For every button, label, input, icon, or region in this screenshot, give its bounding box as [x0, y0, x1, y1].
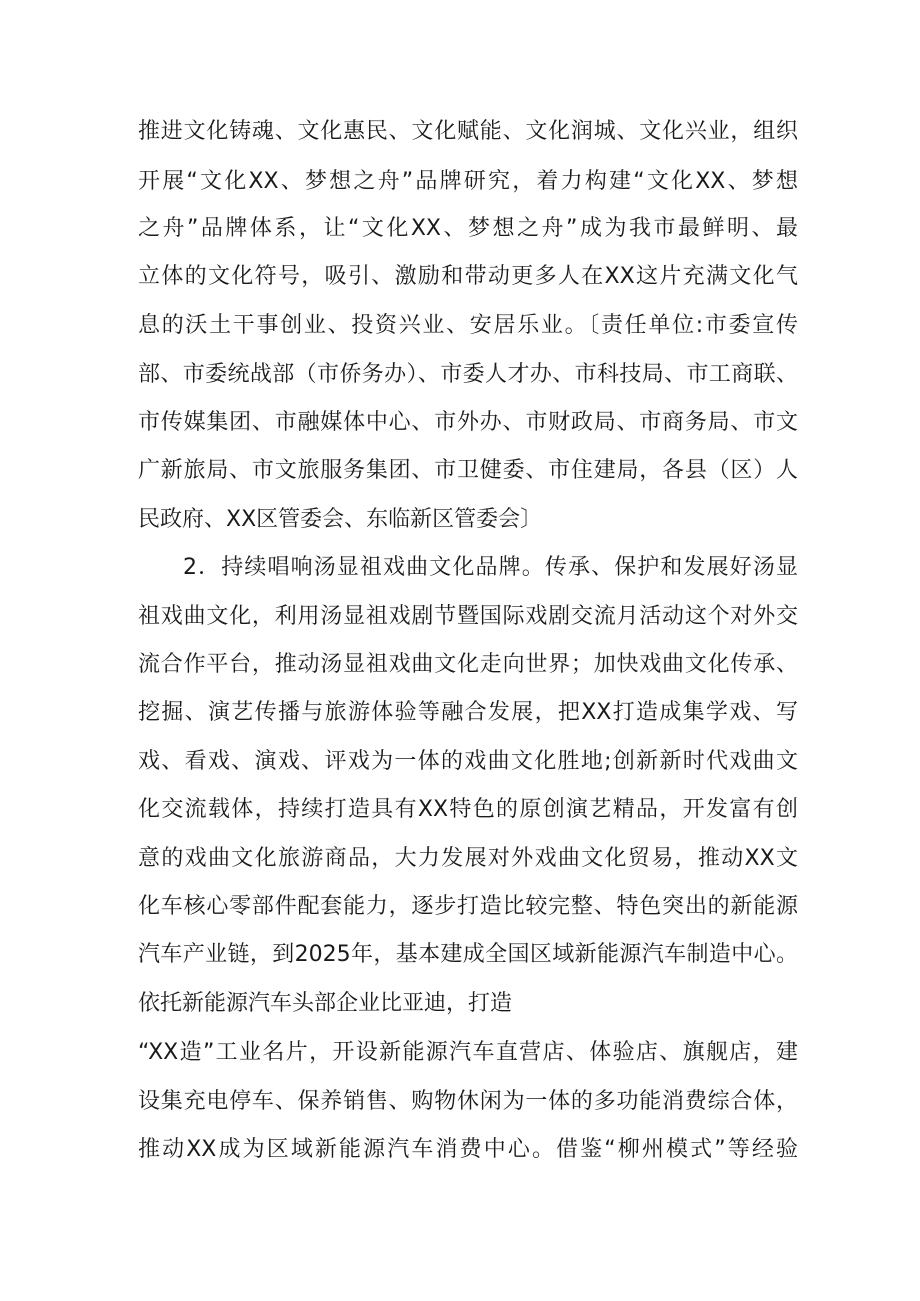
text-line: 挖掘、演艺传播与旅游体验等融合发展，把XX打造成集学戏、写 — [138, 700, 798, 725]
text-line: 流合作平台，推动汤显祖戏曲文化走向世界；加快戏曲文化传承、 — [138, 652, 798, 677]
text-line: 广新旅局、市文旅服务集团、市卫健委、市住建局，各县（区）人 — [138, 458, 798, 483]
text-line: 意的戏曲文化旅游商品，大力发展对外戏曲文化贸易，推动XX文 — [138, 846, 798, 871]
text-line: 依托新能源汽车头部企业比亚迪，打造 — [138, 991, 513, 1016]
text-line: 部、市委统战部（市侨务办）、市委人才办、市科技局、市工商联、 — [138, 362, 798, 387]
text-line: 开展“文化XX、梦想之舟”品牌研究，着力构建“文化XX、梦想 — [138, 169, 798, 194]
text-line: 化交流载体，持续打造具有XX特色的原创演艺精品，开发富有创 — [138, 797, 798, 822]
text-line: 汽车产业链，到2025年，基本建成全国区域新能源汽车制造中心。 — [138, 942, 798, 967]
text-line: 息的沃土干事创业、投资兴业、安居乐业。〔责任单位:市委宣传 — [138, 313, 798, 338]
text-line: 市传媒集团、市融媒体中心、市外办、市财政局、市商务局、市文 — [138, 410, 798, 435]
text-line: 化车核心零部件配套能力，逐步打造比较完整、特色突出的新能源 — [138, 894, 798, 919]
text-line: 推动XX成为区域新能源汽车消费中心。借鉴“柳州模式”等经验 — [138, 1137, 798, 1162]
text-line: 戏、看戏、演戏、评戏为一体的戏曲文化胜地;创新新时代戏曲文 — [138, 749, 798, 774]
text-line: 设集充电停车、保养销售、购物休闲为一体的多功能消费综合体， — [138, 1089, 798, 1114]
text-line: 立体的文化符号，吸引、激励和带动更多人在XX这片充满文化气 — [138, 264, 798, 289]
paragraph-start-line: 2．持续唱响汤显祖戏曲文化品牌。传承、保护和发展好汤显 — [183, 555, 798, 580]
text-line: 之舟”品牌体系，让“文化XX、梦想之舟”成为我市最鲜明、最 — [138, 216, 798, 241]
text-line: “XX造”工业名片，开设新能源汽车直营店、体验店、旗舰店，建 — [138, 1040, 798, 1065]
text-line: 祖戏曲文化，利用汤显祖戏剧节暨国际戏剧交流月活动这个对外交 — [138, 604, 798, 629]
text-line: 推进文化铸魂、文化惠民、文化赋能、文化润城、文化兴业，组织 — [138, 119, 798, 144]
text-line: 民政府、XX区管委会、东临新区管委会〕 — [138, 507, 543, 532]
